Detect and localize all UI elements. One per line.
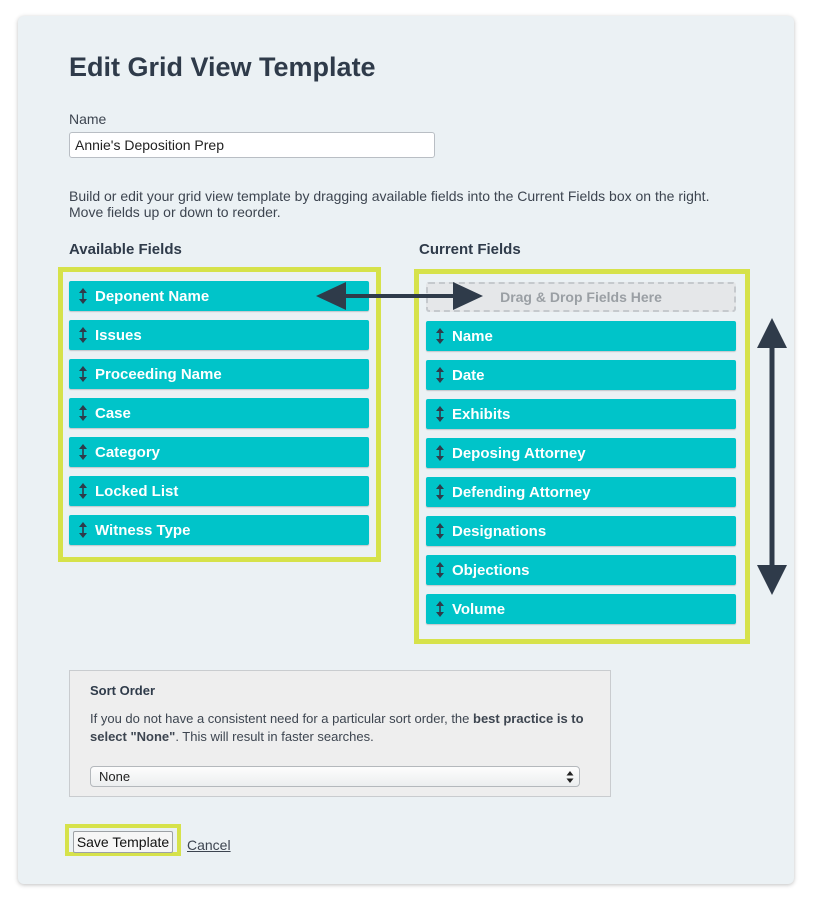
field-item[interactable] (69, 398, 369, 428)
vertical-double-arrow-icon (77, 327, 89, 343)
sort-text-bold: best practice is to select "None" (90, 711, 584, 744)
field-item[interactable] (426, 321, 736, 351)
vertical-double-arrow-icon (77, 366, 89, 382)
field-item[interactable] (69, 437, 369, 467)
field-item[interactable] (426, 438, 736, 468)
page-title: Edit Grid View Template (69, 52, 376, 82)
field-label: Exhibits (452, 405, 511, 423)
template-name-input[interactable] (69, 132, 435, 158)
field-item[interactable] (426, 516, 736, 546)
field-label: Category (95, 443, 161, 461)
sort-text-after: . This will result in faster searches. (175, 729, 374, 744)
field-label: Case (95, 404, 131, 422)
field-item[interactable] (426, 594, 736, 624)
vertical-double-arrow-icon (434, 328, 446, 344)
vertical-double-arrow-icon (77, 483, 89, 499)
name-label: Name (69, 111, 107, 127)
field-label: Volume (452, 600, 506, 618)
field-label: Issues (95, 326, 142, 344)
field-label: Defending Attorney (452, 483, 591, 501)
current-fields-heading: Current Fields (419, 241, 521, 258)
cancel-link[interactable]: Cancel (187, 837, 231, 853)
field-item[interactable] (69, 359, 369, 389)
vertical-double-arrow-icon (434, 523, 446, 539)
save-highlight (65, 824, 181, 856)
vertical-double-arrow-icon (77, 522, 89, 538)
field-item[interactable] (69, 476, 369, 506)
field-label: Objections (452, 561, 530, 579)
vertical-double-arrow-icon (434, 367, 446, 383)
vertical-double-arrow-icon (434, 445, 446, 461)
help-line-2: Move fields up or down to reorder. (69, 204, 281, 220)
sort-text-before: If you do not have a consistent need for a particular sort order, the (90, 711, 474, 726)
field-item[interactable] (426, 360, 736, 390)
sort-order-select[interactable] (90, 766, 580, 787)
vertical-double-arrow-icon (77, 288, 89, 304)
field-item[interactable] (426, 555, 736, 585)
help-text (69, 188, 769, 220)
field-label: Proceeding Name (95, 365, 222, 383)
vertical-double-arrow-icon (756, 318, 788, 595)
field-label: Witness Type (95, 521, 191, 539)
drop-zone-label: Drag & Drop Fields Here (500, 289, 662, 305)
sort-order-description (90, 710, 600, 746)
vertical-double-arrow-icon (434, 601, 446, 617)
field-item[interactable] (426, 477, 736, 507)
field-label: Designations (452, 522, 547, 540)
help-line-1: Build or edit your grid view template by dragging available fields into the Current Fields box on the right. (69, 188, 710, 204)
field-item[interactable] (69, 515, 369, 545)
horizontal-double-arrow-icon (316, 281, 483, 311)
field-label: Locked List (95, 482, 179, 500)
vertical-double-arrow-icon (77, 405, 89, 421)
select-updown-icon (566, 770, 574, 784)
sort-order-title: Sort Order (90, 683, 156, 698)
vertical-double-arrow-icon (434, 562, 446, 578)
vertical-double-arrow-icon (434, 484, 446, 500)
available-fields-heading: Available Fields (69, 241, 182, 258)
field-label: Deposing Attorney (452, 444, 586, 462)
vertical-double-arrow-icon (77, 444, 89, 460)
save-template-button[interactable]: Save Template (73, 831, 173, 853)
sort-order-panel (69, 670, 611, 797)
vertical-double-arrow-icon (434, 406, 446, 422)
field-label: Name (452, 327, 493, 345)
field-label: Date (452, 366, 485, 384)
field-item[interactable] (69, 320, 369, 350)
sort-order-selected-value: None (99, 769, 131, 784)
field-label: Deponent Name (95, 287, 210, 305)
field-item[interactable] (426, 399, 736, 429)
